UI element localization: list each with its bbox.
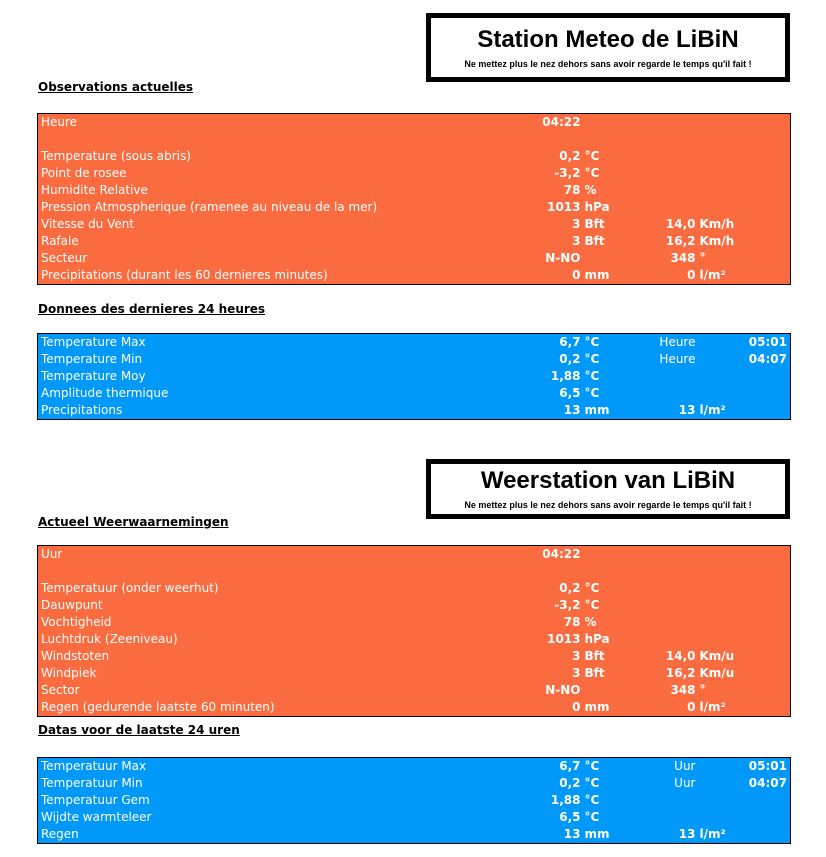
heading-actueel-weerwaarnemingen: Actueel Weerwaarnemingen <box>38 515 229 529</box>
table-row <box>38 809 791 826</box>
row-label: Dauwpunt <box>41 598 103 612</box>
station-header-box-nl <box>426 459 790 519</box>
value2-cell <box>643 182 696 199</box>
row-label: Sector <box>41 683 80 697</box>
value-cell: N-NO <box>545 251 581 265</box>
unit-cell <box>581 131 643 148</box>
value-cell: 3 <box>572 234 581 248</box>
time-cell <box>743 250 791 267</box>
current-observations-table-nl <box>37 545 791 717</box>
unit-cell: Bft <box>584 234 605 248</box>
table-row <box>38 826 791 844</box>
unit-cell: °C <box>584 793 600 807</box>
value-cell: 0,2 <box>559 776 581 790</box>
row-label: Amplitude thermique <box>41 386 169 400</box>
unit2-cell <box>696 546 743 564</box>
unit-cell: mm <box>584 268 610 282</box>
value-cell: 1,88 <box>550 793 581 807</box>
value-cell: 04:22 <box>542 115 581 129</box>
row-label: Uur <box>41 547 63 561</box>
value2-cell <box>643 614 696 631</box>
heading-donnees-24h: Donnees des dernieres 24 heures <box>38 302 266 316</box>
row-label: Precipitations <box>41 403 123 417</box>
time-cell <box>743 665 791 682</box>
row-label: Temperatuur Max <box>41 759 147 773</box>
time-cell <box>743 546 791 564</box>
unit2-cell <box>696 199 743 216</box>
table-row <box>38 402 791 420</box>
unit2-cell: l/m² <box>699 700 726 714</box>
value2-cell: 0 <box>687 268 696 282</box>
time-cell <box>743 267 791 285</box>
value2-cell <box>643 199 696 216</box>
value2-cell: 14,0 <box>665 649 696 663</box>
time-cell: 04:07 <box>748 352 787 366</box>
time-cell <box>743 114 791 132</box>
row-label: Precipitations (durant les 60 dernieres minutes) <box>41 268 328 282</box>
table-row <box>38 131 791 148</box>
row-label: Temperature Moy <box>41 369 146 383</box>
row-label: Regen (gedurende laatste 60 minuten) <box>41 700 275 714</box>
value-cell <box>476 563 581 580</box>
value2-cell: 348 <box>670 251 696 265</box>
table-row <box>38 267 791 285</box>
unit-cell <box>581 250 643 267</box>
value-cell: 0,2 <box>559 149 581 163</box>
value2-cell <box>643 563 696 580</box>
row-label: Rafale <box>41 234 79 248</box>
station-title-fr: Station Meteo de LiBiN <box>477 25 739 53</box>
row-label: Windpiek <box>41 666 97 680</box>
row-label: Point de rosee <box>41 166 127 180</box>
value-cell: 3 <box>572 649 581 663</box>
value2-cell: 14,0 <box>665 217 696 231</box>
time-cell <box>743 648 791 665</box>
value-cell: 78 <box>563 183 581 197</box>
value-cell: -3,2 <box>554 166 581 180</box>
unit2-cell <box>696 351 743 368</box>
value2-cell <box>643 148 696 165</box>
unit-cell: °C <box>584 335 600 349</box>
time-cell <box>743 631 791 648</box>
table-row <box>38 351 791 368</box>
time-label-cell: Uur <box>674 776 696 790</box>
table-row <box>38 682 791 699</box>
value-cell: 3 <box>572 666 581 680</box>
unit-cell: % <box>584 183 597 197</box>
value-cell: 6,7 <box>559 759 581 773</box>
value2-cell: 348 <box>670 683 696 697</box>
row-label: Temperatuur Gem <box>41 793 150 807</box>
table-row <box>38 614 791 631</box>
row-label: Windstoten <box>41 649 110 663</box>
time-cell: 04:07 <box>748 776 787 790</box>
value-cell <box>476 131 581 148</box>
value2-cell <box>643 368 696 385</box>
time-cell <box>743 199 791 216</box>
time-cell <box>743 826 791 844</box>
value2-cell <box>643 597 696 614</box>
unit2-cell <box>696 631 743 648</box>
unit2-cell <box>696 580 743 597</box>
value-cell: 0,2 <box>559 581 581 595</box>
unit-cell: °C <box>584 166 600 180</box>
table-row <box>38 334 791 352</box>
time-cell <box>743 809 791 826</box>
unit2-cell <box>696 775 743 792</box>
unit-cell: °C <box>584 581 600 595</box>
unit-cell: hPa <box>584 200 610 214</box>
row-label: Secteur <box>41 251 88 265</box>
value-cell: 13 <box>563 403 581 417</box>
value-cell: 0,2 <box>559 352 581 366</box>
time-cell <box>743 402 791 420</box>
unit-cell: °C <box>584 810 600 824</box>
time-cell <box>743 563 791 580</box>
station-header-box-fr <box>426 13 790 82</box>
unit2-cell: Km/h <box>699 217 735 231</box>
value2-cell: 0 <box>687 700 696 714</box>
table-row <box>38 368 791 385</box>
value2-cell: 13 <box>678 403 696 417</box>
time-label-cell: Uur <box>674 759 696 773</box>
unit-cell: °C <box>584 369 600 383</box>
time-cell <box>743 148 791 165</box>
unit-cell <box>581 546 643 564</box>
row-label: Wijdte warmteleer <box>41 810 152 824</box>
value-cell: 0 <box>572 700 581 714</box>
unit-cell: mm <box>584 700 610 714</box>
unit-cell <box>581 563 643 580</box>
table-row <box>38 563 791 580</box>
value-cell: 6,5 <box>559 810 581 824</box>
row-label: Temperatuur Min <box>41 776 143 790</box>
unit2-cell <box>696 809 743 826</box>
value-cell: 0 <box>572 268 581 282</box>
time-cell <box>743 233 791 250</box>
value2-cell <box>643 631 696 648</box>
unit-cell: mm <box>584 403 610 417</box>
value-cell: 6,7 <box>559 335 581 349</box>
unit-cell: Bft <box>584 217 605 231</box>
table-row <box>38 648 791 665</box>
time-cell <box>743 792 791 809</box>
station-title-nl: Weerstation van LiBiN <box>480 467 736 494</box>
unit-cell: °C <box>584 776 600 790</box>
row-label: Temperatuur (onder weerhut) <box>41 581 219 595</box>
table-row <box>38 182 791 199</box>
unit-cell: % <box>584 615 597 629</box>
time-cell <box>743 699 791 717</box>
daily-data-table-nl <box>37 757 791 844</box>
value-cell: 6,5 <box>559 386 581 400</box>
time-cell <box>743 597 791 614</box>
time-cell <box>743 216 791 233</box>
unit2-cell <box>696 165 743 182</box>
row-label: Vitesse du Vent <box>41 217 135 231</box>
row-label <box>38 563 476 580</box>
unit2-cell: ° <box>699 683 706 697</box>
value-cell: 13 <box>563 827 581 841</box>
unit2-cell: Km/u <box>699 666 735 680</box>
unit-cell: mm <box>584 827 610 841</box>
unit2-cell <box>696 334 743 352</box>
unit2-cell: Km/h <box>699 234 735 248</box>
unit-cell: Bft <box>584 649 605 663</box>
value2-cell <box>643 792 696 809</box>
heading-datas-24-uren: Datas voor de laatste 24 uren <box>38 723 240 737</box>
value2-cell <box>643 580 696 597</box>
time-cell: 05:01 <box>748 335 787 349</box>
table-row <box>38 165 791 182</box>
unit2-cell <box>696 792 743 809</box>
row-label <box>38 131 476 148</box>
table-row <box>38 114 791 132</box>
unit-cell: °C <box>584 149 600 163</box>
unit2-cell: ° <box>699 251 706 265</box>
value2-cell: 13 <box>678 827 696 841</box>
time-cell <box>743 131 791 148</box>
time-cell: 05:01 <box>748 759 787 773</box>
unit2-cell <box>696 114 743 132</box>
row-label: Luchtdruk (Zeeniveau) <box>41 632 178 646</box>
value-cell: 78 <box>563 615 581 629</box>
row-label: Temperature (sous abris) <box>41 149 191 163</box>
row-label: Pression Atmospherique (ramenee au niveau de la mer) <box>41 200 378 214</box>
time-cell <box>743 182 791 199</box>
unit2-cell: Km/u <box>699 649 735 663</box>
table-row <box>38 775 791 792</box>
table-row <box>38 597 791 614</box>
row-label: Regen <box>41 827 79 841</box>
unit-cell <box>581 114 643 132</box>
unit2-cell: l/m² <box>699 827 726 841</box>
table-row <box>38 385 791 402</box>
station-subtitle-fr: Ne mettez plus le nez dehors sans avoir regarde le temps qu'il fait ! <box>464 58 752 69</box>
row-label: Heure <box>41 115 78 129</box>
time-cell <box>743 368 791 385</box>
value2-cell <box>643 546 696 564</box>
time-cell <box>743 614 791 631</box>
table-row <box>38 699 791 717</box>
unit-cell: Bft <box>584 666 605 680</box>
heading-observations-actuelles: Observations actuelles <box>38 80 194 94</box>
unit-cell: °C <box>584 759 600 773</box>
value-cell: 1013 <box>547 632 581 646</box>
unit-cell: °C <box>584 352 600 366</box>
unit2-cell <box>696 368 743 385</box>
table-row <box>38 216 791 233</box>
table-row <box>38 580 791 597</box>
time-cell <box>743 580 791 597</box>
time-label-cell: Heure <box>659 335 696 349</box>
table-row <box>38 199 791 216</box>
value2-cell: 16,2 <box>665 234 696 248</box>
value2-cell <box>643 114 696 132</box>
value2-cell: 16,2 <box>665 666 696 680</box>
current-observations-table-fr <box>37 113 791 285</box>
time-cell <box>743 682 791 699</box>
value2-cell <box>643 165 696 182</box>
row-label: Temperature Min <box>41 352 143 366</box>
value2-cell <box>643 131 696 148</box>
unit-cell: °C <box>584 386 600 400</box>
value-cell: 04:22 <box>542 547 581 561</box>
time-cell <box>743 165 791 182</box>
unit-cell: °C <box>584 598 600 612</box>
value2-cell <box>643 809 696 826</box>
unit2-cell <box>696 131 743 148</box>
unit2-cell <box>696 758 743 776</box>
table-row <box>38 758 791 776</box>
value2-cell <box>643 385 696 402</box>
unit2-cell: l/m² <box>699 403 726 417</box>
row-label: Vochtigheid <box>41 615 112 629</box>
value-cell: 1013 <box>547 200 581 214</box>
time-cell <box>743 385 791 402</box>
time-label-cell: Heure <box>659 352 696 366</box>
unit2-cell: l/m² <box>699 268 726 282</box>
value-cell: -3,2 <box>554 598 581 612</box>
table-row <box>38 792 791 809</box>
unit-cell <box>581 682 643 699</box>
unit2-cell <box>696 614 743 631</box>
row-label: Temperature Max <box>41 335 146 349</box>
unit2-cell <box>696 182 743 199</box>
value-cell: 3 <box>572 217 581 231</box>
value-cell: 1,88 <box>550 369 581 383</box>
unit-cell: hPa <box>584 632 610 646</box>
table-row <box>38 631 791 648</box>
unit2-cell <box>696 563 743 580</box>
table-row <box>38 148 791 165</box>
station-subtitle-nl: Ne mettez plus le nez dehors sans avoir regarde le temps qu'il fait ! <box>464 500 752 510</box>
table-row <box>38 546 791 564</box>
daily-data-table-fr <box>37 333 791 420</box>
row-label: Humidite Relative <box>41 183 148 197</box>
table-row <box>38 233 791 250</box>
unit2-cell <box>696 597 743 614</box>
table-row <box>38 665 791 682</box>
table-row <box>38 250 791 267</box>
unit2-cell <box>696 148 743 165</box>
unit2-cell <box>696 385 743 402</box>
value-cell: N-NO <box>545 683 581 697</box>
